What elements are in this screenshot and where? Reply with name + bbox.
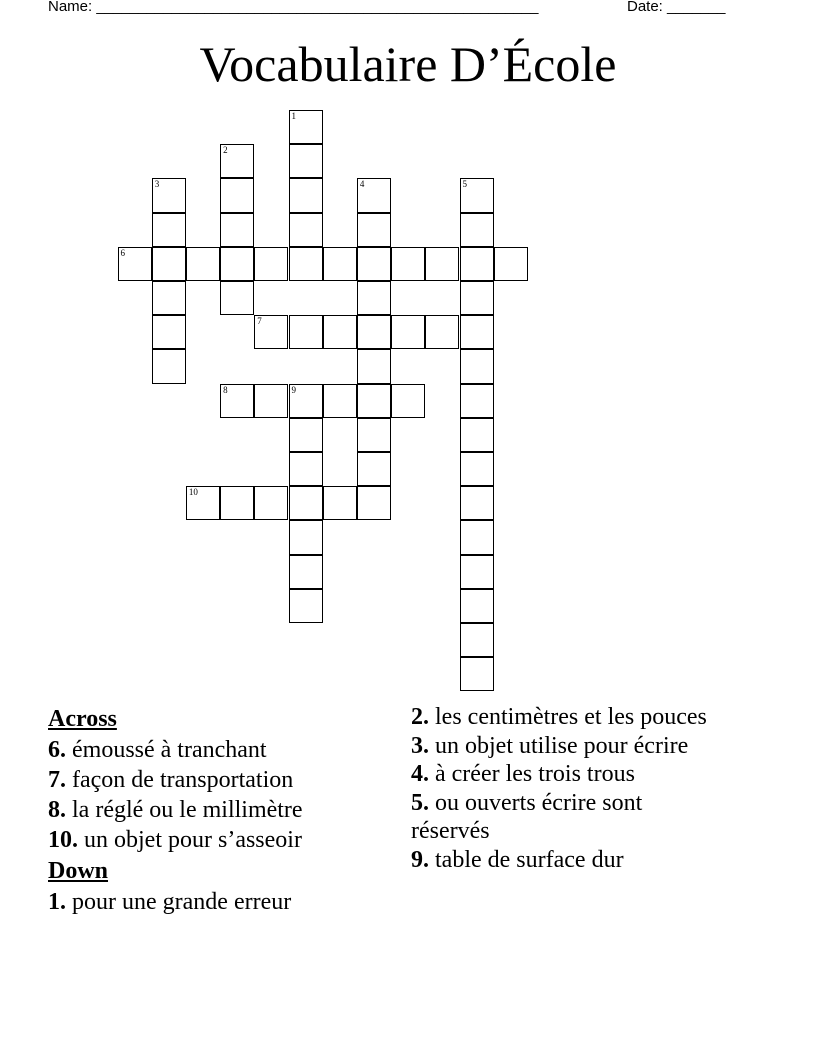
- crossword-cell[interactable]: [357, 349, 391, 383]
- crossword-cell[interactable]: [460, 315, 494, 349]
- clue-across-10: [48, 825, 388, 855]
- crossword-cell[interactable]: [357, 452, 391, 486]
- page-title: Vocabulaire D’École: [199, 36, 617, 92]
- crossword-cell[interactable]: [460, 418, 494, 452]
- crossword-cell[interactable]: [152, 315, 186, 349]
- crossword-cell[interactable]: [425, 247, 459, 281]
- clue-down-9: [411, 846, 711, 875]
- cell-number: 9: [291, 384, 296, 395]
- across-heading: Across: [48, 706, 117, 732]
- crossword-cell[interactable]: [357, 384, 391, 418]
- crossword-cell[interactable]: [289, 486, 323, 520]
- crossword-cell[interactable]: [323, 315, 357, 349]
- clues-left-column: [48, 703, 388, 917]
- crossword-cell[interactable]: [357, 315, 391, 349]
- crossword-cell[interactable]: [357, 418, 391, 452]
- crossword-cell[interactable]: [460, 213, 494, 247]
- clue-text: pour une grande erreur: [72, 889, 292, 915]
- crossword-cell[interactable]: [220, 247, 254, 281]
- crossword-cell[interactable]: [220, 144, 254, 178]
- crossword-cell[interactable]: [289, 589, 323, 623]
- crossword-cell[interactable]: [118, 247, 152, 281]
- cell-number: 10: [188, 487, 198, 498]
- crossword-cell[interactable]: [289, 144, 323, 178]
- crossword-cell[interactable]: [152, 247, 186, 281]
- crossword-cell[interactable]: [152, 178, 186, 212]
- clue-number: 1.: [48, 889, 66, 915]
- crossword-cell[interactable]: [357, 178, 391, 212]
- crossword-cell[interactable]: [152, 349, 186, 383]
- clue-number: 4.: [411, 761, 429, 787]
- crossword-cell[interactable]: [289, 555, 323, 589]
- crossword-cell[interactable]: [357, 247, 391, 281]
- clue-text: les centimètres et les pouces: [435, 704, 707, 730]
- crossword-cell[interactable]: [391, 315, 425, 349]
- crossword-cell[interactable]: [460, 452, 494, 486]
- crossword-cell[interactable]: [391, 247, 425, 281]
- crossword-cell[interactable]: [289, 110, 323, 144]
- cell-number: 5: [462, 179, 467, 190]
- crossword-cell[interactable]: [323, 486, 357, 520]
- crossword-cell[interactable]: [220, 213, 254, 247]
- cell-number: 3: [154, 179, 160, 190]
- crossword-cell[interactable]: [323, 247, 357, 281]
- crossword-cell[interactable]: [357, 213, 391, 247]
- clue-number: 8.: [48, 797, 66, 823]
- clue-across-8: [48, 795, 388, 825]
- clue-across-7: [48, 765, 388, 795]
- cell-number: 8: [223, 384, 228, 395]
- clue-down-3: [411, 732, 711, 761]
- crossword-cell[interactable]: [460, 178, 494, 212]
- crossword-cell[interactable]: [289, 315, 323, 349]
- crossword-cell[interactable]: [460, 349, 494, 383]
- cell-number: 2: [223, 145, 228, 156]
- crossword-cell[interactable]: [460, 486, 494, 520]
- crossword-cell[interactable]: [460, 657, 494, 691]
- crossword-cell[interactable]: [152, 213, 186, 247]
- cell-number: 6: [120, 247, 125, 258]
- crossword-cell[interactable]: [460, 623, 494, 657]
- clue-number: 2.: [411, 704, 429, 730]
- clue-down-5: [411, 789, 711, 846]
- crossword-cell[interactable]: [460, 384, 494, 418]
- crossword-cell[interactable]: [289, 452, 323, 486]
- clue-down-2: [411, 703, 711, 732]
- crossword-cell[interactable]: [391, 384, 425, 418]
- crossword-cell[interactable]: [254, 247, 288, 281]
- crossword-cell[interactable]: [357, 486, 391, 520]
- clue-text: la réglé ou le millimètre: [72, 797, 303, 823]
- crossword-cell[interactable]: [254, 486, 288, 520]
- crossword-cell[interactable]: [220, 384, 254, 418]
- clue-across-6: [48, 735, 388, 765]
- cell-number: 4: [359, 179, 365, 190]
- crossword-cell[interactable]: [460, 520, 494, 554]
- crossword-cell[interactable]: [494, 247, 528, 281]
- name-field-label: Name: _____________________________________________________: [48, 0, 539, 15]
- crossword-cell[interactable]: [254, 315, 288, 349]
- date-field-label: Date: _______: [627, 0, 726, 15]
- crossword-cell[interactable]: [289, 213, 323, 247]
- clue-text: un objet pour s’asseoir: [84, 827, 302, 853]
- crossword-cell[interactable]: [289, 418, 323, 452]
- crossword-cell[interactable]: [425, 315, 459, 349]
- clue-text: émoussé à tranchant: [72, 737, 267, 763]
- crossword-cell[interactable]: [289, 384, 323, 418]
- crossword-cell[interactable]: [220, 281, 254, 315]
- crossword-cell[interactable]: [460, 247, 494, 281]
- crossword-cell[interactable]: [460, 555, 494, 589]
- down-heading: Down: [48, 858, 109, 884]
- clue-number: 9.: [411, 846, 429, 873]
- crossword-cell[interactable]: [460, 589, 494, 623]
- clue-number: 6.: [48, 737, 66, 763]
- clue-text: table de surface dur: [435, 846, 624, 873]
- crossword-cell[interactable]: [357, 281, 391, 315]
- crossword-cell[interactable]: [186, 247, 220, 281]
- clue-number: 7.: [48, 767, 66, 793]
- crossword-cell[interactable]: [323, 384, 357, 418]
- clues-right-column: [411, 703, 711, 874]
- crossword-cell[interactable]: [220, 486, 254, 520]
- crossword-cell[interactable]: [186, 486, 220, 520]
- clue-text: façon de transportation: [72, 767, 294, 793]
- clue-number: 5.: [411, 789, 429, 816]
- clue-text: ou ouverts écrire sont réservés: [411, 789, 643, 844]
- crossword-cell[interactable]: [220, 178, 254, 212]
- clue-text: à créer les trois trous: [435, 761, 635, 787]
- clue-text: un objet utilise pour écrire: [435, 732, 689, 759]
- clue-number: 3.: [411, 732, 429, 759]
- crossword-cell[interactable]: [289, 520, 323, 554]
- clue-down-4: [411, 760, 711, 789]
- clue-down-1: [48, 887, 388, 917]
- clue-number: 10.: [48, 827, 78, 853]
- crossword-cell[interactable]: [254, 384, 288, 418]
- crossword-cell[interactable]: [460, 281, 494, 315]
- crossword-cell[interactable]: [152, 281, 186, 315]
- cell-number: 1: [291, 111, 296, 121]
- crossword-cell[interactable]: [289, 178, 323, 212]
- cell-number: 7: [257, 316, 262, 327]
- crossword-cell[interactable]: [289, 247, 323, 281]
